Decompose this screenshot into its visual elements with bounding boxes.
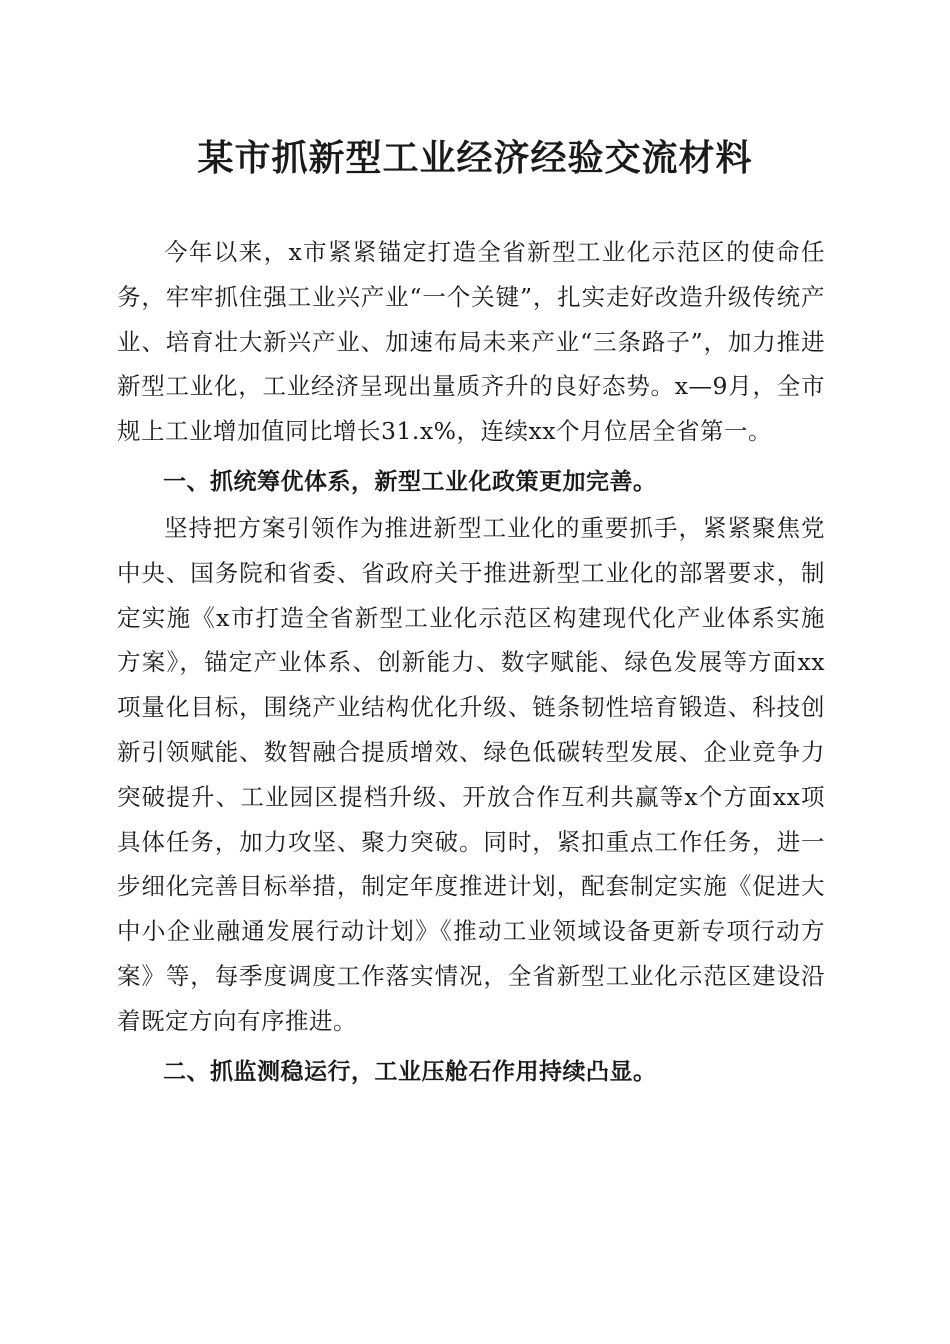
intro-paragraph: 今年以来，x市紧紧锚定打造全省新型工业化示范区的使命任务，牢牢抓住强工业兴产业“一个关键”，扎实走好改造升级传统产业、培育壮大新兴产业、加速布局未来产业“三条路子”，加力推进新型工业化，工业经济呈现出量质齐升的良好态势。x—9月，全市规上工业增加值同比增长31.x%，连续xx个月位居全省第一。 [117,238,825,446]
section-heading-2: 二、抓监测稳运行，工业压舱石作用持续凸显。 [163,1058,657,1085]
section-heading-1: 一、抓统筹优体系，新型工业化政策更加完善。 [163,468,657,495]
section-1-paragraph: 坚持把方案引领作为推进新型工业化的重要抓手，紧紧聚焦党中央、国务院和省委、省政府关于推进新型工业化的部署要求，制定实施《x市打造全省新型工业化示范区构建现代化产业体系实施方案》，锚定产业体系、创新能力、数字赋能、绿色发展等方面xx项量化目标，围绕产业结构优化升级、链条韧性培育锻造、科技创新引领赋能、数智融合提质增效、绿色低碳转型发展、企业竞争力突破提升、工业园区提档升级、开放合作互利共赢等x个方面xx项具体任务，加力攻坚、聚力突破。同时，紧扣重点工作任务，进一步细化完善目标举措，制定年度推进计划，配套制定实施《促进大中小企业融通发展行动计划》《推动工业领域设备更新专项行动方案》等，每季度调度工作落实情况，全省新型工业化示范区建设沿着既定方向有序推进。 [117,513,825,1035]
document-body [117,230,825,1096]
document-title: 某市抓新型工业经济经验交流材料 [197,137,753,179]
